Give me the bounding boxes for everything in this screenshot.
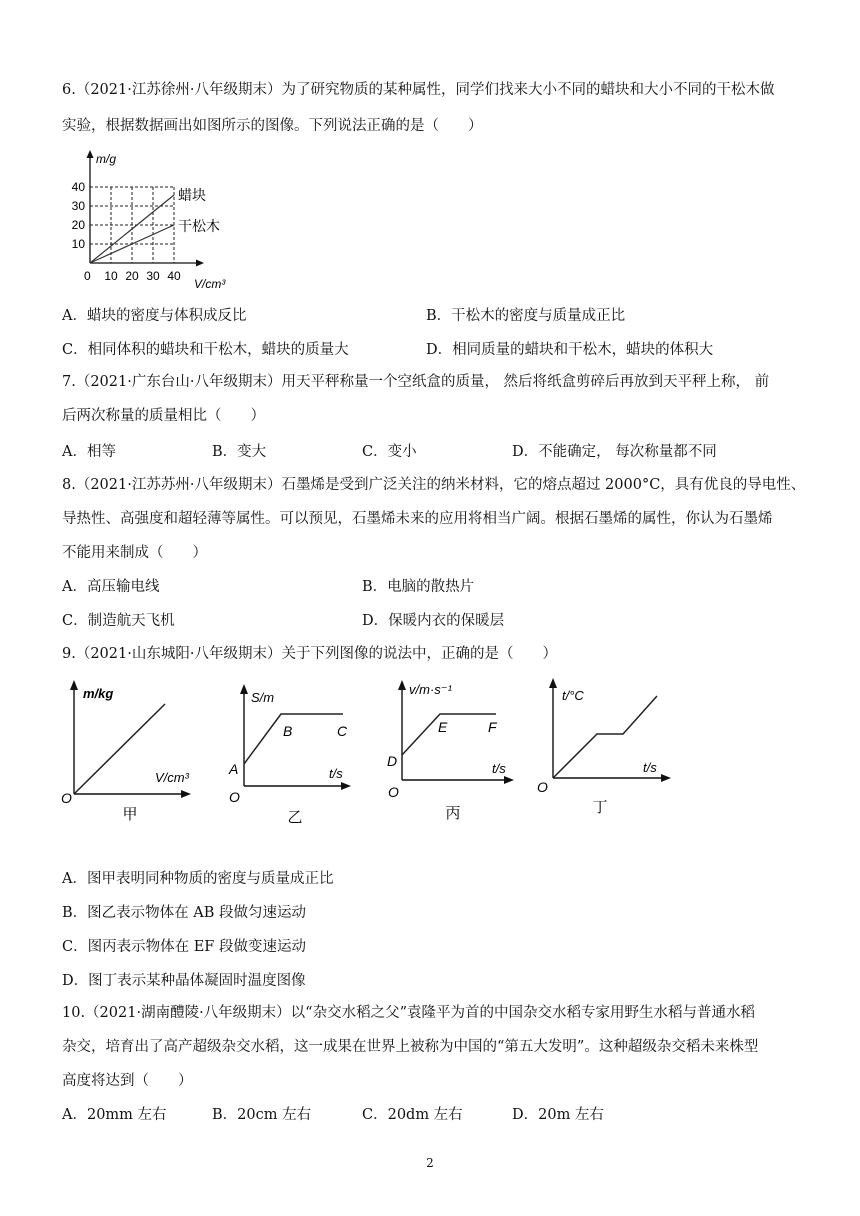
q9-option-b[interactable]: B．图乙表示物体在 AB 段做匀速运动 <box>62 905 306 921</box>
bing-point-e: E <box>438 719 448 735</box>
ding-caption: 丁 <box>592 799 608 816</box>
ding-line <box>553 696 657 778</box>
q9-option-a[interactable]: A．图甲表明同种物质的密度与质量成正比 <box>62 871 334 887</box>
yi-point-b: B <box>283 723 293 739</box>
q6-xtick: 10 <box>104 269 118 283</box>
q7-option-a[interactable]: A．相等 <box>62 444 116 460</box>
yi-point-a: A <box>229 761 239 777</box>
bing-point-f: F <box>488 719 497 735</box>
yi-line <box>244 714 343 764</box>
yi-point-c: C <box>337 723 348 739</box>
q6-xtick: 40 <box>167 269 181 283</box>
q8-stem-line3: 不能用来制成（ ） <box>62 545 207 561</box>
bing-caption: 丙 <box>445 805 461 822</box>
wax-label: 蜡块 <box>178 187 206 203</box>
q10-stem-line2: 杂交，培育出了高产超级杂交水稻，这一成果在世界上被称为中国的“第五大发明”。这种超级杂交稻未来株型 <box>62 1039 759 1055</box>
bing-point-d: D <box>387 753 398 769</box>
ding-ylabel: t/°C <box>562 688 584 703</box>
q7-option-b[interactable]: B．变大 <box>212 444 267 460</box>
q8-option-a[interactable]: A．高压输电线 <box>62 579 160 595</box>
q6-ytick: 40 <box>71 180 85 194</box>
q6-graph <box>62 148 247 298</box>
q6-stem-line2: 实验，根据数据画出如图所示的图像。下列说法正确的是（ ） <box>62 118 483 134</box>
q9-graph-ding <box>535 672 685 822</box>
bing-ylabel: v/m·s⁻¹ <box>409 682 452 697</box>
q6-stem-line1: 6.（2021·江苏徐州·八年级期末）为了研究物质的某种属性，同学们找来大小不同的蜡块和大小不同的干松木做 <box>62 82 775 98</box>
bing-xlabel: t/s <box>492 761 506 776</box>
q6-origin: 0 <box>84 269 91 283</box>
q7-option-c[interactable]: C．变小 <box>362 444 417 460</box>
q10-stem-line1: 10.（2021·湖南醴陵·八年级期末）以“杂交水稻之父”袁隆平为首的中国杂交水稻专家用野生水稻与普通水稻 <box>62 1005 756 1021</box>
q10-option-b[interactable]: B．20cm 左右 <box>212 1107 312 1123</box>
q9-graph-yi <box>225 676 365 826</box>
q6-option-b[interactable]: B．干松木的密度与质量成正比 <box>426 308 626 324</box>
q10-option-a[interactable]: A．20mm 左右 <box>62 1107 167 1123</box>
q6-ylabel: m/g <box>96 152 117 166</box>
q7-stem-line2: 后两次称量的质量相比（ ） <box>62 408 265 424</box>
q6-ytick: 20 <box>71 218 85 232</box>
q8-stem-line2: 导热性、高强度和超轻薄等属性。可以预见，石墨烯未来的应用将相当广阔。根据石墨烯的属性，你认为石墨烯 <box>62 511 773 527</box>
jia-line <box>74 704 165 794</box>
yi-origin: O <box>229 789 240 805</box>
q7-option-d[interactable]: D．不能确定， 每次称量都不同 <box>512 444 717 460</box>
yi-xlabel: t/s <box>329 766 343 781</box>
q8-option-b[interactable]: B．电脑的散热片 <box>362 579 475 595</box>
q8-stem-line1: 8.（2021·江苏苏州·八年级期末）石墨烯是受到广泛关注的纳米材料，它的熔点超过 2000°C，具有优良的导电性、 <box>62 477 806 493</box>
ding-origin: O <box>537 779 548 795</box>
q6-xtick: 20 <box>125 269 139 283</box>
yi-caption: 乙 <box>287 809 303 826</box>
q7-stem-line1: 7.（2021·广东台山·八年级期末）用天平秤称量一个空纸盒的质量， 然后将纸盒剪碎后再放到天平秤上称， 前 <box>62 374 770 390</box>
jia-xlabel: V/cm³ <box>155 770 189 785</box>
q9-option-d[interactable]: D．图丁表示某种晶体凝固时温度图像 <box>62 973 306 989</box>
q6-xlabel: V/cm³ <box>194 277 226 291</box>
pine-label: 干松木 <box>178 218 220 234</box>
page-number: 2 <box>426 1156 434 1170</box>
q9-graph-jia <box>55 676 205 826</box>
jia-caption: 甲 <box>122 806 138 823</box>
q10-stem-line3: 高度将达到（ ） <box>62 1073 193 1089</box>
jia-origin: O <box>61 790 72 806</box>
q9-graph-bing <box>378 676 528 826</box>
yi-ylabel: S/m <box>251 690 275 705</box>
q10-option-d[interactable]: D．20m 左右 <box>512 1107 604 1123</box>
q6-option-c[interactable]: C．相同体积的蜡块和干松木，蜡块的质量大 <box>62 342 349 358</box>
q9-option-c[interactable]: C．图丙表示物体在 EF 段做变速运动 <box>62 939 306 955</box>
jia-ylabel: m/kg <box>83 686 114 701</box>
q9-stem-line1: 9.（2021·山东城阳·八年级期末）关于下列图像的说法中，正确的是（ ） <box>62 646 557 662</box>
q8-option-c[interactable]: C．制造航天飞机 <box>62 613 175 629</box>
q10-option-c[interactable]: C．20dm 左右 <box>362 1107 463 1123</box>
q6-ytick: 10 <box>71 237 85 251</box>
q8-option-d[interactable]: D．保暖内衣的保暖层 <box>362 613 505 629</box>
q6-xtick: 30 <box>146 269 160 283</box>
bing-origin: O <box>388 784 399 800</box>
q6-option-a[interactable]: A．蜡块的密度与体积成反比 <box>62 308 247 324</box>
q6-ytick: 30 <box>71 199 85 213</box>
q6-option-d[interactable]: D．相同质量的蜡块和干松木，蜡块的体积大 <box>426 342 714 358</box>
bing-line <box>402 714 496 755</box>
ding-xlabel: t/s <box>643 760 657 775</box>
